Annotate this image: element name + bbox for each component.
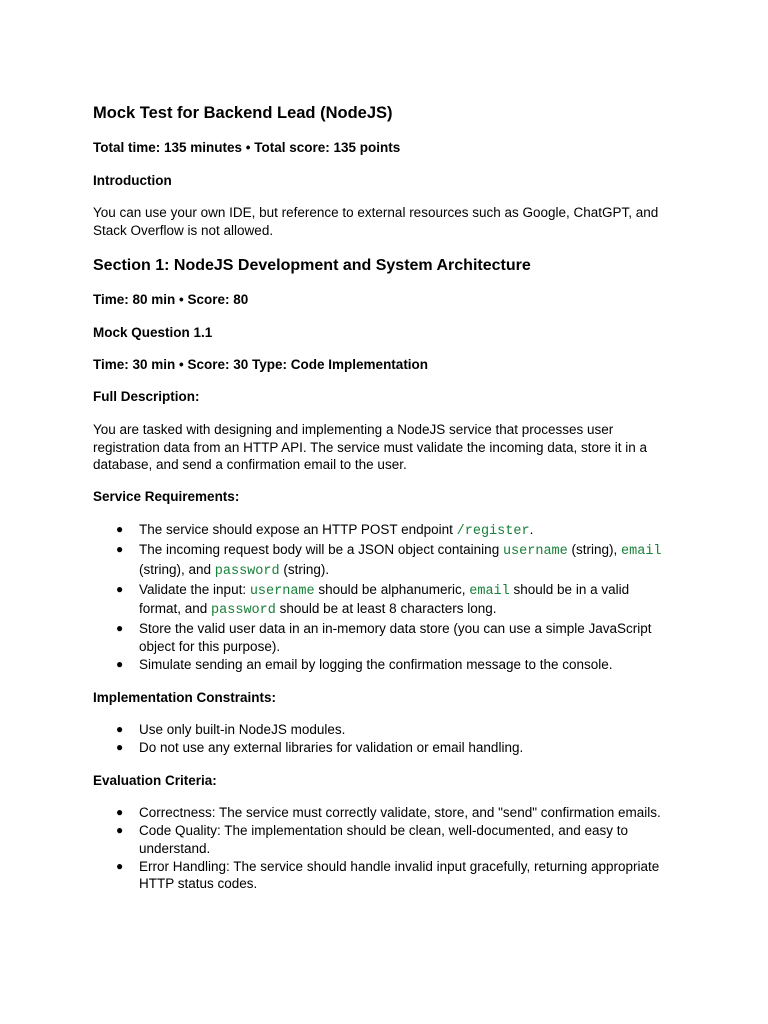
code-snippet: email	[621, 544, 662, 559]
bullet-icon: ●	[116, 740, 124, 754]
question-title: Mock Question 1.1	[93, 325, 213, 340]
question-meta: Time: 30 min • Score: 30 Type: Code Implementation	[93, 357, 429, 372]
intro-heading: Introduction	[93, 173, 172, 188]
list-item: ● Store the valid user data in an in-memory data store (you can use a simple JavaScript object for this purpose).	[116, 621, 652, 654]
constraints-heading: Implementation Constraints:	[93, 690, 277, 705]
code-snippet: /register	[456, 524, 530, 539]
description-heading: Full Description:	[93, 389, 200, 404]
evaluation-list	[93, 804, 673, 893]
description-text: You are tasked with designing and implementing a NodeJS service that processes user registration data from an HTTP API. The service must validate the incoming data, store it in a database, and send a confirmation email to the user.	[93, 422, 648, 472]
evaluation-heading: Evaluation Criteria:	[93, 773, 217, 788]
bullet-icon: ●	[116, 823, 124, 837]
requirements-heading: Service Requirements:	[93, 489, 240, 504]
bullet-icon: ●	[116, 621, 124, 635]
bullet-icon: ●	[116, 522, 124, 536]
list-item: ● The service should expose an HTTP POST endpoint /register.	[116, 522, 534, 539]
bullet-icon: ●	[116, 858, 124, 873]
bullet-icon: ●	[116, 542, 124, 556]
code-snippet: password	[214, 563, 280, 579]
section-1-heading: Section 1: NodeJS Development and System Architecture	[93, 257, 531, 274]
code-snippet: username	[249, 583, 315, 599]
test-summary: Total time: 135 minutes • Total score: 135 points	[93, 140, 401, 155]
bullet-icon: ●	[116, 722, 124, 736]
list-item: ● Use only built-in NodeJS modules.	[116, 722, 346, 737]
list-item: ● Simulate sending an email by logging the confirmation message to the console.	[116, 656, 613, 672]
intro-text: You can use your own IDE, but reference to external resources such as Google, ChatGPT, and Stack Overflow is not allowed.	[93, 205, 659, 238]
list-item: ● Do not use any external libraries for validation or email handling.	[116, 740, 524, 755]
section-1-meta: Time: 80 min • Score: 80	[93, 292, 249, 307]
list-item: ● Validate the input: username should be alphanumeric, email should be in a valid format, and password should be at least 8 characters long.	[116, 581, 630, 618]
code-snippet: password	[211, 603, 276, 618]
list-item: ● Correctness: The service must correctly validate, store, and "send" confirmation emails.	[116, 805, 661, 820]
requirements-list	[93, 521, 673, 674]
document-title: Mock Test for Backend Lead (NodeJS)	[93, 104, 393, 122]
constraints-list	[93, 721, 673, 757]
code-snippet: email	[469, 583, 510, 599]
list-item: ● Code Quality: The implementation should be clean, well-documented, and easy to understand.	[116, 823, 629, 856]
bullet-icon: ●	[116, 656, 124, 671]
bullet-icon: ●	[116, 805, 124, 819]
list-item: ● Error Handling: The service should handle invalid input gracefully, returning appropriate HTTP status codes.	[116, 858, 660, 891]
bullet-icon: ●	[116, 581, 124, 596]
code-snippet: username	[502, 544, 568, 559]
list-item: ● The incoming request body will be a JSON object containing username (string), email (string), and password (string).	[116, 542, 662, 579]
